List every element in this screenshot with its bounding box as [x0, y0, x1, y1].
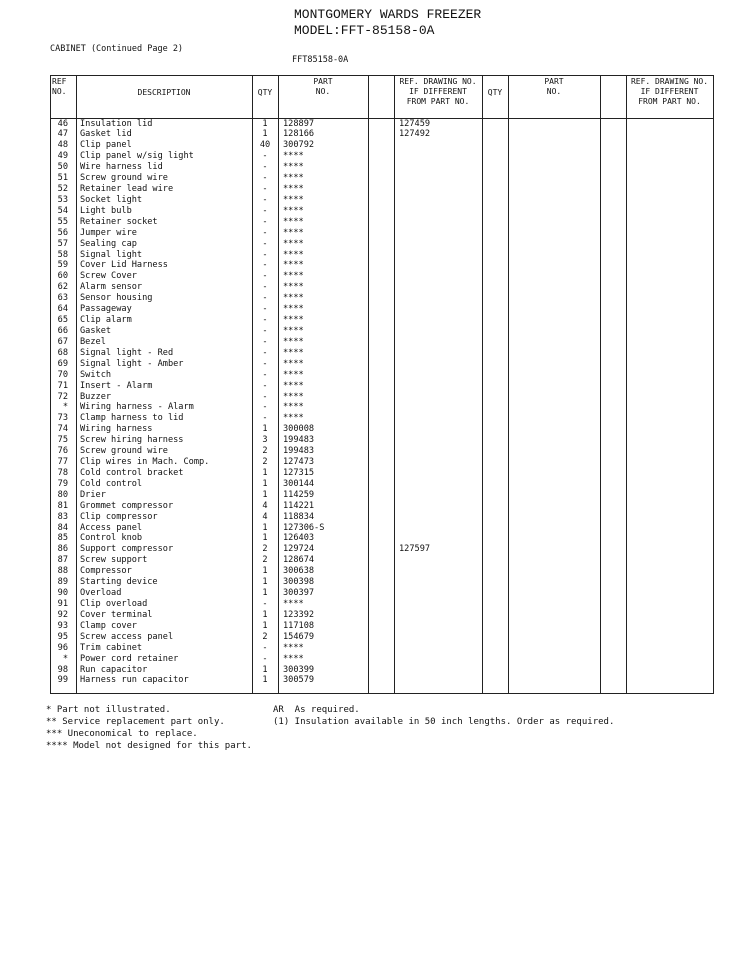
- description-cell: Access panel: [80, 522, 143, 533]
- description-cell: Screw ground wire: [80, 173, 168, 184]
- table-row: [50, 151, 714, 162]
- description-cell: Clip alarm: [80, 315, 132, 326]
- qty-cell: -: [262, 336, 268, 347]
- description-cell: Passageway: [80, 304, 132, 315]
- description-cell: Sealing cap: [80, 238, 137, 249]
- ref-no-cell: 65: [57, 315, 68, 326]
- ref-no-cell: 75: [57, 435, 68, 446]
- part-no-cell: 123392: [283, 609, 315, 620]
- qty-cell: -: [262, 315, 268, 326]
- table-row: [50, 512, 714, 523]
- table-row: [50, 129, 714, 140]
- qty-cell: 1: [262, 675, 268, 686]
- table-row: [50, 119, 714, 130]
- description-cell: Overload: [80, 588, 122, 599]
- qty-cell: -: [262, 162, 268, 173]
- header-ref-drawing: REF. DRAWING NO. IF DIFFERENT FROM PART NO.: [399, 77, 477, 106]
- description-cell: Retainer lead wire: [80, 184, 174, 195]
- part-no-cell: 300638: [283, 566, 315, 577]
- model-code: FFT85158-0A: [292, 55, 349, 65]
- description-cell: Clip overload: [80, 598, 148, 609]
- description-cell: Drier: [80, 489, 106, 500]
- document-title: MONTGOMERY WARDS FREEZER: [294, 7, 482, 22]
- ref-no-cell: 92: [57, 609, 68, 620]
- part-no-cell: ****: [283, 336, 304, 347]
- table-row: [50, 446, 714, 457]
- ref-no-cell: 59: [57, 260, 68, 271]
- description-cell: Screw hiring harness: [80, 435, 184, 446]
- qty-cell: -: [262, 358, 268, 369]
- part-no-cell: ****: [283, 642, 304, 653]
- part-no-cell: ****: [283, 369, 304, 380]
- description-cell: Buzzer: [80, 391, 112, 402]
- part-no-cell: ****: [283, 413, 304, 424]
- qty-cell: 2: [262, 457, 268, 468]
- qty-cell: -: [262, 598, 268, 609]
- qty-cell: 1: [262, 522, 268, 533]
- description-cell: Light bulb: [80, 205, 132, 216]
- header-description: DESCRIPTION: [137, 88, 191, 97]
- description-cell: Clip panel w/sig light: [80, 151, 194, 162]
- ref-no-cell: 64: [57, 304, 68, 315]
- ref-no-cell: *: [62, 653, 68, 664]
- description-cell: Grommet compressor: [80, 500, 174, 511]
- description-cell: Sensor housing: [80, 293, 153, 304]
- part-no-cell: 129724: [283, 544, 315, 555]
- footnote-item: **** Model not designed for this part.: [46, 741, 252, 751]
- ref-no-cell: 69: [57, 358, 68, 369]
- qty-cell: 2: [262, 631, 268, 642]
- qty-cell: 1: [262, 478, 268, 489]
- table-row: [50, 239, 714, 250]
- footnote-item: * Part not illustrated.: [46, 705, 171, 715]
- part-no-cell: 300398: [283, 577, 315, 588]
- part-no-cell: ****: [283, 347, 304, 358]
- table-row: [50, 250, 714, 261]
- description-cell: Signal light - Amber: [80, 358, 184, 369]
- qty-cell: 40: [259, 140, 271, 151]
- qty-cell: -: [262, 216, 268, 227]
- part-no-cell: 128674: [283, 555, 315, 566]
- header-ref-drawing-2: REF. DRAWING NO. IF DIFFERENT FROM PART NO.: [630, 77, 709, 106]
- qty-cell: -: [262, 347, 268, 358]
- qty-cell: 1: [262, 533, 268, 544]
- description-cell: Clamp cover: [80, 620, 137, 631]
- description-cell: Insulation lid: [80, 118, 153, 129]
- table-row: [50, 293, 714, 304]
- ref-drawing-cell: 127492: [399, 129, 431, 140]
- qty-cell: 1: [262, 489, 268, 500]
- description-cell: Signal light - Red: [80, 347, 174, 358]
- table-row: [50, 392, 714, 403]
- qty-cell: -: [262, 260, 268, 271]
- table-row: [50, 665, 714, 676]
- description-cell: Gasket lid: [80, 129, 132, 140]
- table-row: [50, 260, 714, 271]
- part-no-cell: 127306-S: [283, 522, 325, 533]
- qty-cell: 2: [262, 544, 268, 555]
- qty-cell: -: [262, 151, 268, 162]
- ref-no-cell: 62: [57, 282, 68, 293]
- part-no-cell: ****: [283, 391, 304, 402]
- table-row: [50, 413, 714, 424]
- part-no-cell: 300008: [283, 424, 315, 435]
- qty-cell: 2: [262, 446, 268, 457]
- ref-no-cell: 88: [57, 566, 68, 577]
- part-no-cell: 128897: [283, 118, 315, 129]
- ref-drawing-cell: 127459: [399, 118, 431, 129]
- description-cell: Gasket: [80, 325, 112, 336]
- qty-cell: 1: [262, 577, 268, 588]
- ref-no-cell: 89: [57, 577, 68, 588]
- description-cell: Control knob: [80, 533, 143, 544]
- part-no-cell: 300397: [283, 588, 315, 599]
- part-no-cell: ****: [283, 249, 304, 260]
- ref-no-cell: 55: [57, 216, 68, 227]
- ref-no-cell: 63: [57, 293, 68, 304]
- part-no-cell: ****: [283, 315, 304, 326]
- ref-no-cell: 70: [57, 369, 68, 380]
- footnote-item: *** Uneconomical to replace.: [46, 729, 198, 739]
- part-no-cell: 118834: [283, 511, 315, 522]
- table-row: [50, 533, 714, 544]
- qty-cell: -: [262, 205, 268, 216]
- qty-cell: -: [262, 173, 268, 184]
- table-row: [50, 555, 714, 566]
- ref-no-cell: 90: [57, 588, 68, 599]
- table-row: [50, 643, 714, 654]
- footnotes-right: [273, 704, 614, 728]
- table-row: [50, 402, 714, 413]
- part-no-cell: 114221: [283, 500, 315, 511]
- footnotes-left: [46, 704, 252, 752]
- description-cell: Retainer socket: [80, 216, 158, 227]
- qty-cell: 3: [262, 435, 268, 446]
- part-no-cell: 128166: [283, 129, 315, 140]
- description-cell: Screw Cover: [80, 271, 137, 282]
- ref-no-cell: 60: [57, 271, 68, 282]
- ref-no-cell: 58: [57, 249, 68, 260]
- header-qty-2: QTY: [487, 88, 503, 97]
- ref-no-cell: 50: [57, 162, 68, 173]
- part-no-cell: ****: [283, 216, 304, 227]
- description-cell: Cold control: [80, 478, 143, 489]
- ref-no-cell: 57: [57, 238, 68, 249]
- description-cell: Support compressor: [80, 544, 174, 555]
- ref-no-cell: 46: [57, 118, 68, 129]
- table-row: [50, 599, 714, 610]
- description-cell: Switch: [80, 369, 112, 380]
- ref-no-cell: 51: [57, 173, 68, 184]
- table-row: [50, 162, 714, 173]
- ref-no-cell: 77: [57, 457, 68, 468]
- ref-no-cell: 83: [57, 511, 68, 522]
- table-row: [50, 632, 714, 643]
- qty-cell: -: [262, 325, 268, 336]
- ref-no-cell: 80: [57, 489, 68, 500]
- part-no-cell: ****: [283, 653, 304, 664]
- part-no-cell: ****: [283, 282, 304, 293]
- part-no-cell: 127473: [283, 457, 315, 468]
- part-no-cell: 127315: [283, 467, 315, 478]
- part-no-cell: ****: [283, 173, 304, 184]
- description-cell: Alarm sensor: [80, 282, 143, 293]
- ref-no-cell: 87: [57, 555, 68, 566]
- header-ref-no: REF NO.: [52, 77, 67, 96]
- ref-no-cell: 68: [57, 347, 68, 358]
- description-cell: Screw ground wire: [80, 446, 168, 457]
- ref-no-cell: 85: [57, 533, 68, 544]
- part-no-cell: 199483: [283, 446, 315, 457]
- description-cell: Cover terminal: [80, 609, 153, 620]
- description-cell: Harness run capacitor: [80, 675, 189, 686]
- qty-cell: -: [262, 391, 268, 402]
- qty-cell: -: [262, 249, 268, 260]
- table-row: [50, 610, 714, 621]
- ref-drawing-cell: 127597: [399, 544, 431, 555]
- ref-no-cell: 81: [57, 500, 68, 511]
- description-cell: Wiring harness: [80, 424, 153, 435]
- qty-cell: 2: [262, 555, 268, 566]
- table-row: [50, 359, 714, 370]
- ref-no-cell: 52: [57, 184, 68, 195]
- qty-cell: -: [262, 184, 268, 195]
- table-row: [50, 468, 714, 479]
- table-row: [50, 675, 714, 686]
- qty-cell: -: [262, 271, 268, 282]
- qty-cell: -: [262, 282, 268, 293]
- table-row: [50, 348, 714, 359]
- part-no-cell: ****: [283, 598, 304, 609]
- part-no-cell: 126403: [283, 533, 315, 544]
- table-row: [50, 566, 714, 577]
- table-row: [50, 523, 714, 534]
- part-no-cell: ****: [283, 380, 304, 391]
- section-label: CABINET (Continued Page 2): [50, 44, 184, 54]
- ref-no-cell: 67: [57, 336, 68, 347]
- qty-cell: 1: [262, 424, 268, 435]
- description-cell: Clamp harness to lid: [80, 413, 184, 424]
- qty-cell: -: [262, 413, 268, 424]
- description-cell: Insert - Alarm: [80, 380, 153, 391]
- table-row: [50, 337, 714, 348]
- part-no-cell: 199483: [283, 435, 315, 446]
- table-row: [50, 654, 714, 665]
- part-no-cell: 117108: [283, 620, 315, 631]
- description-cell: Starting device: [80, 577, 158, 588]
- qty-cell: -: [262, 380, 268, 391]
- description-cell: Wiring harness - Alarm: [80, 402, 194, 413]
- table-row: [50, 217, 714, 228]
- part-no-cell: 300792: [283, 140, 315, 151]
- header-qty: QTY: [257, 88, 273, 97]
- description-cell: Jumper wire: [80, 227, 137, 238]
- part-no-cell: ****: [283, 162, 304, 173]
- part-no-cell: 154679: [283, 631, 315, 642]
- part-no-cell: ****: [283, 194, 304, 205]
- table-row: [50, 479, 714, 490]
- ref-no-cell: 53: [57, 194, 68, 205]
- ref-no-cell: 72: [57, 391, 68, 402]
- ref-no-cell: 98: [57, 664, 68, 675]
- table-row: [50, 577, 714, 588]
- qty-cell: 4: [262, 500, 268, 511]
- qty-cell: -: [262, 642, 268, 653]
- table-bottom-border: [50, 693, 714, 694]
- part-no-cell: ****: [283, 402, 304, 413]
- description-cell: Run capacitor: [80, 664, 148, 675]
- qty-cell: 1: [262, 588, 268, 599]
- table-row: [50, 173, 714, 184]
- qty-cell: -: [262, 369, 268, 380]
- part-no-cell: ****: [283, 151, 304, 162]
- qty-cell: -: [262, 304, 268, 315]
- part-no-cell: 300144: [283, 478, 315, 489]
- table-row: [50, 271, 714, 282]
- ref-no-cell: 48: [57, 140, 68, 151]
- description-cell: Wire harness lid: [80, 162, 163, 173]
- ref-no-cell: 74: [57, 424, 68, 435]
- description-cell: Cold control bracket: [80, 467, 184, 478]
- ref-no-cell: *: [62, 402, 68, 413]
- part-no-cell: ****: [283, 304, 304, 315]
- description-cell: Clip wires in Mach. Comp.: [80, 457, 210, 468]
- ref-no-cell: 56: [57, 227, 68, 238]
- table-row: [50, 370, 714, 381]
- qty-cell: 1: [262, 664, 268, 675]
- part-no-cell: ****: [283, 238, 304, 249]
- ref-no-cell: 95: [57, 631, 68, 642]
- part-no-cell: ****: [283, 227, 304, 238]
- description-cell: Clip compressor: [80, 511, 158, 522]
- part-no-cell: 300579: [283, 675, 315, 686]
- qty-cell: -: [262, 227, 268, 238]
- description-cell: Bezel: [80, 336, 106, 347]
- ref-no-cell: 96: [57, 642, 68, 653]
- description-cell: Power cord retainer: [80, 653, 179, 664]
- description-cell: Cover Lid Harness: [80, 260, 168, 271]
- table-row: [50, 588, 714, 599]
- qty-cell: 1: [262, 467, 268, 478]
- table-row: [50, 501, 714, 512]
- table-row: [50, 140, 714, 151]
- ref-no-cell: 91: [57, 598, 68, 609]
- ref-no-cell: 73: [57, 413, 68, 424]
- table-row: [50, 206, 714, 217]
- table-row: [50, 544, 714, 555]
- part-no-cell: 300399: [283, 664, 315, 675]
- ref-no-cell: 84: [57, 522, 68, 533]
- part-no-cell: ****: [283, 325, 304, 336]
- description-cell: Screw access panel: [80, 631, 174, 642]
- qty-cell: 4: [262, 511, 268, 522]
- qty-cell: -: [262, 653, 268, 664]
- table-row: [50, 315, 714, 326]
- qty-cell: -: [262, 402, 268, 413]
- qty-cell: 1: [262, 129, 268, 140]
- ref-no-cell: 71: [57, 380, 68, 391]
- part-no-cell: ****: [283, 205, 304, 216]
- ref-no-cell: 49: [57, 151, 68, 162]
- table-row: [50, 184, 714, 195]
- table-row: [50, 304, 714, 315]
- ref-no-cell: 93: [57, 620, 68, 631]
- header-part-no: PART NO.: [313, 77, 333, 96]
- description-cell: Compressor: [80, 566, 132, 577]
- part-no-cell: ****: [283, 293, 304, 304]
- part-no-cell: 114259: [283, 489, 315, 500]
- qty-cell: -: [262, 293, 268, 304]
- footnote-item: (1) Insulation available in 50 inch lengths. Order as required.: [273, 717, 615, 727]
- parts-table: [50, 75, 714, 694]
- table-row: [50, 381, 714, 392]
- table-row: [50, 326, 714, 337]
- table-row: [50, 457, 714, 468]
- qty-cell: 1: [262, 566, 268, 577]
- table-top-border: [50, 75, 714, 76]
- qty-cell: 1: [262, 620, 268, 631]
- table-row: [50, 228, 714, 239]
- part-no-cell: ****: [283, 184, 304, 195]
- ref-no-cell: 86: [57, 544, 68, 555]
- table-row: [50, 195, 714, 206]
- table-row: [50, 435, 714, 446]
- ref-no-cell: 47: [57, 129, 68, 140]
- ref-no-cell: 76: [57, 446, 68, 457]
- ref-no-cell: 66: [57, 325, 68, 336]
- table-row: [50, 282, 714, 293]
- part-no-cell: ****: [283, 358, 304, 369]
- description-cell: Clip panel: [80, 140, 132, 151]
- ref-no-cell: 99: [57, 675, 68, 686]
- footnote-item: AR As required.: [273, 705, 360, 715]
- description-cell: Socket light: [80, 194, 143, 205]
- table-row: [50, 424, 714, 435]
- ref-no-cell: 78: [57, 467, 68, 478]
- table-row: [50, 621, 714, 632]
- qty-cell: -: [262, 194, 268, 205]
- ref-no-cell: 54: [57, 205, 68, 216]
- ref-no-cell: 79: [57, 478, 68, 489]
- part-no-cell: ****: [283, 271, 304, 282]
- qty-cell: 1: [262, 609, 268, 620]
- qty-cell: -: [262, 238, 268, 249]
- footnote-item: ** Service replacement part only.: [46, 717, 225, 727]
- model-title: MODEL:FFT-85158-0A: [294, 23, 435, 38]
- description-cell: Signal light: [80, 249, 143, 260]
- description-cell: Screw support: [80, 555, 148, 566]
- table-row: [50, 490, 714, 501]
- description-cell: Trim cabinet: [80, 642, 143, 653]
- header-part-no-2: PART NO.: [544, 77, 564, 96]
- part-no-cell: ****: [283, 260, 304, 271]
- qty-cell: 1: [262, 118, 268, 129]
